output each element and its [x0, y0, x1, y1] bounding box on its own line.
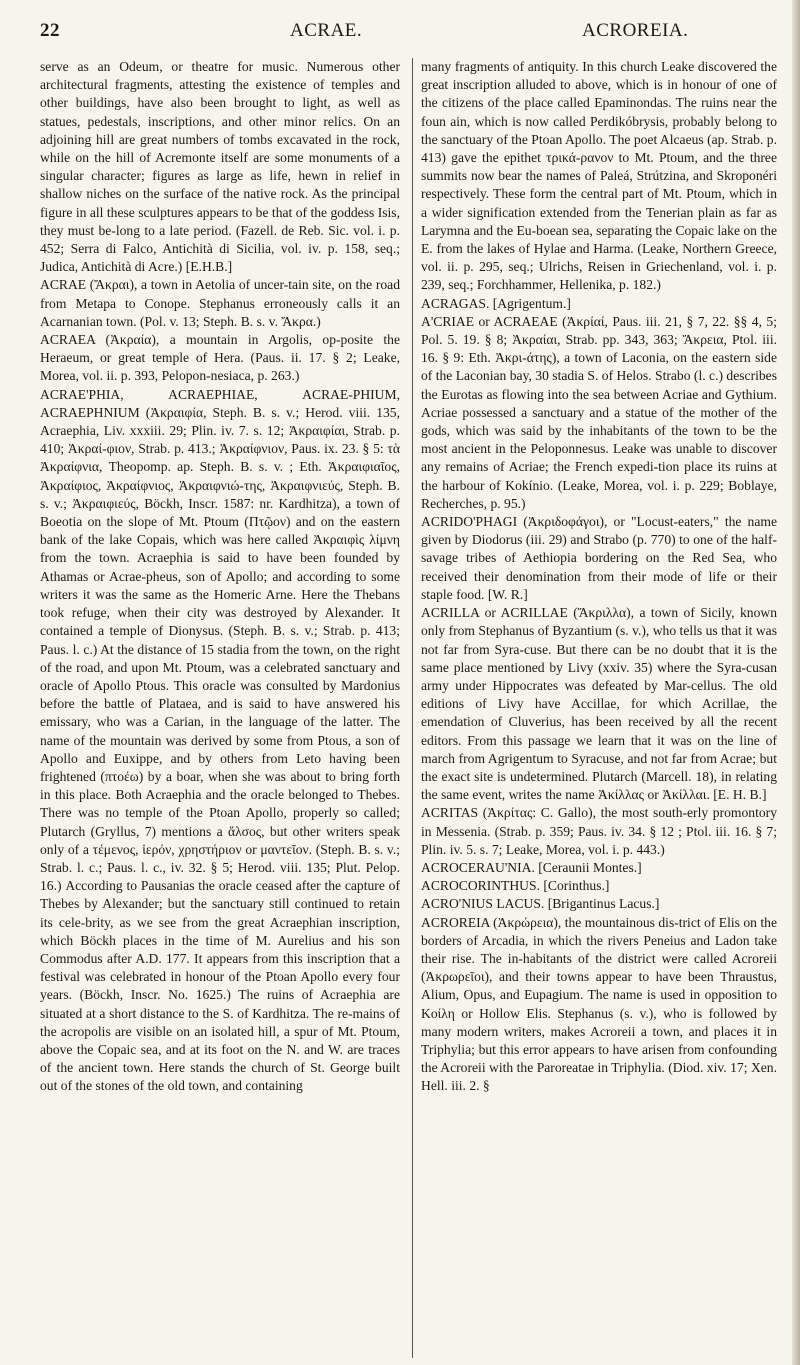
entry-acroceraunia: ACROCERAU'NIA. [Ceraunii Montes.]	[421, 859, 642, 875]
paragraph: many fragments of antiquity. In this church Leake discovered the great inscription alluded to above, which is in honour of one of the citizens of the place called Epaminondas. The ruins near the foun ain, which is now called Perdikóbrysis, probably belong to the sanctuary of the Ptoan Apollo. The poet Alcaeus (ap. Strab. p. 413) gave the epithet τρικά-ρανον to Mt. Ptoum, and the three summits now bear the names of Paleá, Strútzina, and Skroponéri respectively. These form the central part of Mt. Ptoum, which in a wider signification extended from the Tenerian plain as far as Larymna and the Eu-boean sea, separating the Copaic lake on the E. from the lakes of Hylae and Harma. (Leake, Northern Greece, vol. ii. p. 295, seq.; Ulrichs, Reisen in Griechenland, vol. i. p. 239, seq.; Forchhammer, Hellenika, p. 182.)	[421, 59, 777, 293]
entry-acraephia: ACRAE'PHIA, ACRAEPHIAE, ACRAE-PHIUM, ACRAEPHNIUM (Ἀκραιφία, Steph. B. s. v.; Herod. viii. 135, Acraephia, Liv. xxxiii. 29; Plin. iv. 7. s. 12; Ἀκραιφίαι, Strab. p. 410; Ἀκραί-φιον, Strab. p. 413.; Ἀκραίφνιον, Paus. ix. 23. § 5: τὰ Ἀκραίφνια, Theopomp. ap. Steph. B. s. v. ; Eth. Ἀκραιφιαῖος, Ἀκραίφιος, Ἀκραίφνιος, Ἀκραιφνιώ-της, Ἀκραιφνιεύς, Steph. B. s. v.; Ἀκραιφιεύς, Böckh, Inscr. 1587: nr. Kardhitza), a town of Boeotia on the slope of Mt. Ptoum (Πτῷον) and on the eastern bank of the lake Copais, which was here called Ἀκραιφὶς λίμνη from the town. Acraephia is said to have been founded by Athamas or Acrae-pheus, son of Apollo; and according to some writers it was the same as the Homeric Arne. Here the Thebans took refuge, when their city was destroyed by Alexander. It contained a temple of Dionysus. (Steph. B. s. v.; Strab. p. 413; Paus. l. c.) At the distance of 15 stadia from the town, on the right of the road, and upon Mt. Ptoum, was a celebrated sanctuary and oracle of Apollo Ptous. This oracle was consulted by Mardonius before the battle of Plataea, and is said to have answered his emissary, who was a Carian, in the language of the latter. The name of the mountain was derived by some from Ptous, a son of Apollo and Euxippe, and by others from Leto having been frightened (πτοέω) by a boar, when she was about to bring forth in this place. Both Acraephia and the oracle belonged to Thebes. There was no temple of the Ptoan Apollo, properly so called; Plutarch (Gryllus, 7) mentions a ἄλσος, but other writers speak only of a τέμενος, ἱερόν, χρηστήριον or μαντεῖον. (Steph. B. s. v.; Strab. l. c.; Paus. l. c., iv. 32. § 5; Herod. viii. 135; Plut. Pelop. 16.) According to Pausanias the oracle ceased after the capture of Thebes by Alexander; but the sanctuary still continued to retain its cele-brity, as we see from the great Acraephian inscription, which Böckh places in the time of M. Aurelius and his son Commodus after A.D. 177. It appears from this inscription that a festival was celebrated in honour of the Ptoan Apollo every four years. (Böckh, Inscr. No. 1625.) The ruins of Acraephia are situated at a short distance to the S. of Kardhitza. The re-mains of the acropolis are visible on an isolated hill, a spur of Mt. Ptoum, above the Copaic sea, and at its foot on the N. and W. are traces of the ancient town. Here stands the church of St. George built out of the stones of the old town, and containing	[40, 386, 400, 1094]
paragraph: serve as an Odeum, or theatre for music. Numerous other architectural fragments, attesting the existence of temples and other buildings, have also been brought to light, as well as statues, pedestals, inscriptions, and other minor relics. On an adjoining hill are great numbers of tombs excavated in the rock, while on the hill of Acremonte itself are some monuments of a singular character; figures as large as life, hewn in relief in shallow niches on the surface of the native rock. As the principal figure in all these sculptures appears to be that of the goddess Isis, they must be-long to a late period. (Fazell. de Reb. Sic. vol. i. p. 452; Serra di Falco, Antichità di Sicilia, vol. iv. p. 158, seq.; Judica, Antichità di Acre.) [E.H.B.]	[40, 59, 400, 275]
entry-acrae: ACRAE (Ἄκραι), a town in Aetolia of uncer-tain site, on the road from Metapa to Conope. Stephanus erroneously calls it an Acarnanian town. (Pol. v. 13; Steph. B. s. v. Ἄκρα.)	[40, 277, 400, 329]
running-head-left: ACRAE.	[290, 20, 363, 41]
entry-acridophagi: ACRIDO'PHAGI (Ἀκριδοφάγοι), or "Locust-eaters," the name given by Diodorus (iii. 29) and Strabo (p. 770) to one of the half-savage tribes of Aethiopia bordering on the Red Sea, who received their denomination from their mode of life or their staple food. [W. R.]	[421, 514, 777, 602]
entry-acraea: ACRAEA (Ἀκραία), a mountain in Argolis, op-posite the Heraeum, or great temple of Hera. (Paus. ii. 17. § 2; Leake, Morea, vol. ii. p. 393, Pelopon-nesiaca, p. 263.)	[40, 332, 400, 384]
entry-acroreia: ACROREIA (Ἀκρώρεια), the mountainous dis-trict of Elis on the borders of Arcadia, in which the rivers Peneius and Ladon take their rise. The in-habitants of the district were called Acroreii (Ἀκρωρεῖοι), and their towns appear to have been Thraustus, Alium, Opus, and Eupagium. The name is used in opposition to Κοίλη or Hollow Elis. Stephanus (s. v.), who is followed by many modern writers, makes Acroreii a town, and places it in Triphylia; but this error appears to have arisen from confounding the Acroreii with the Paroreatae in Triphylia. (Diod. xiv. 17; Xen. Hell. iii. 2. §	[421, 914, 777, 1094]
entry-acronius-lacus: ACRO'NIUS LACUS. [Brigantinus Lacus.]	[421, 896, 660, 912]
page-edge	[792, 0, 800, 1365]
right-column	[412, 58, 777, 1358]
left-column	[40, 58, 400, 1358]
entry-acrocorinthus: ACROCORINTHUS. [Corinthus.]	[421, 878, 610, 894]
entry-acritas: ACRITAS (Ἀκρίτας: C. Gallo), the most south-erly promontory in Messenia. (Strab. p. 359; Paus. iv. 34. § 12 ; Ptol. iii. 16. § 7; Plin. iv. 5. s. 7; Leake, Morea, vol. i. p. 443.)	[421, 805, 777, 857]
entry-acriae: A'CRIAE or ACRAEAE (Ἀκρίαί, Paus. iii. 21, § 7, 22. §§ 4, 5; Pol. 5. 19. § 8; Ἀκραίαι, Strab. pp. 343, 363; Ἄκρεια, Ptol. iii. 16. § 9: Eth. Ἀκρι-άτης), a town of Laconia, on the eastern side of the Laconian bay, 30 stadia S. of Helos. Strabo (l. c.) describes the Eurotas as flowing into the sea between Acriae and Gythium. Acriae possessed a sanctuary and a statue of the mother of the gods, which was said by the inhabitants of the town to be the most ancient in the Peloponnesus. Leake was unable to discover any remains of Acriae; the French expedi-tion place its ruins at the harbour of Kokínio. (Leake, Morea, vol. i. p. 229; Boblaye, Recherches, p. 95.)	[421, 313, 777, 511]
entry-acrilla: ACRILLA or ACRILLAE (Ἄκριλλα), a town of Sicily, known only from Stephanus of Byzantium (s. v.), who tells us that it was not far from Syra-cuse. But there can be no doubt that it is the same place mentioned by Livy (xxiv. 35) where the Syra-cusan army under Hippocrates was defeated by Mar-cellus. The old editions of Livy have Accillae, for which Acrillae, the emendation of Cluverius, has been received by all the recent editors. From this passage we learn that it was on the line of march from Agrigentum to Syracuse, and not far from Acrae; but the exact site is undetermined. Plutarch (Marcell. 18), in relating the same event, writes the name Ἀκίλλας or Ἀκίλλαι. [E. H. B.]	[421, 605, 777, 803]
page-number: 22	[40, 20, 60, 41]
running-head-right: ACROREIA.	[582, 20, 689, 41]
running-header	[40, 20, 770, 52]
entry-acragas: ACRAGAS. [Agrigentum.]	[421, 295, 571, 311]
